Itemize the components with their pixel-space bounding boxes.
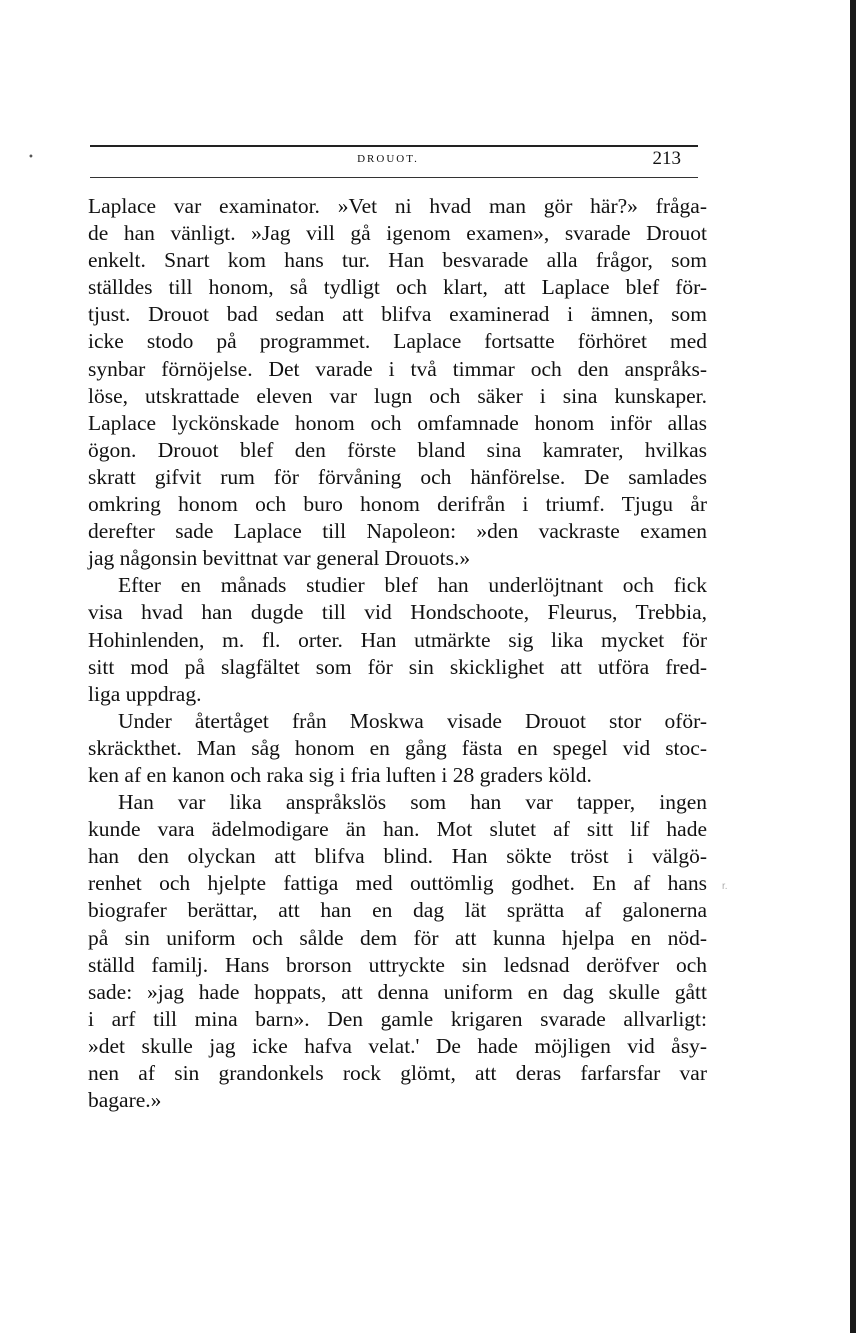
text-line: skräckthet. Man såg honom en gång fästa en spegel vid stoc- <box>88 735 707 760</box>
running-head: DROUOT. <box>357 153 419 165</box>
text-line: skratt gifvit rum för förvåning och hänförelse. De samlades <box>88 464 707 489</box>
text-line: sade: »jag hade hoppats, att denna uniform en dag skulle gått <box>88 979 707 1004</box>
text-line: kunde vara ädelmodigare än han. Mot slutet af sitt lif hade <box>88 817 707 842</box>
text-line: synbar förnöjelse. Det varade i två timmar och den anspråks- <box>88 356 707 381</box>
text-line: ken af en kanon och raka sig i fria luften i 28 graders köld. <box>88 762 592 787</box>
text-line: ögon. Drouot blef den förste bland sina kamrater, hvilkas <box>88 437 707 462</box>
text-line: bagare.» <box>88 1088 162 1113</box>
page-number: 213 <box>652 148 681 169</box>
text-line: de han vänligt. »Jag vill gå igenom examen», svarade Drouot <box>88 221 707 246</box>
text-line: Han var lika anspråkslös som han var tapper, ingen <box>118 790 707 815</box>
text-line: sitt mod på slagfältet som för sin skicklighet att utföra fred- <box>88 654 707 679</box>
page-header <box>90 143 698 183</box>
text-line: liga uppdrag. <box>88 681 202 706</box>
text-line: på sin uniform och sålde dem för att kunna hjelpa en nöd- <box>88 925 707 950</box>
text-line: Laplace var examinator. »Vet ni hvad man gör här?» fråga- <box>88 194 707 218</box>
text-line: löse, utskrattade eleven var lugn och säker i sina kunskaper. <box>88 383 707 408</box>
text-line: i arf till mina barn». Den gamle krigaren svarade allvarligt: <box>88 1006 707 1031</box>
text-line: icke stodo på programmet. Laplace fortsatte förhöret med <box>88 329 707 354</box>
text-line: biografer berättar, att han en dag lät sprätta af galonerna <box>88 898 707 923</box>
text-line: omkring honom och buro honom derifrån i triumf. Tjugu år <box>88 492 707 517</box>
text-line: enkelt. Snart kom hans tur. Han besvarade alla frågor, som <box>88 248 707 273</box>
paragraph <box>88 572 707 707</box>
text-line: ställdes till honom, så tydligt och klart, att Laplace blef för- <box>88 275 707 300</box>
text-line: ställd familj. Hans brorson uttryckte sin ledsnad deröfver och <box>88 952 707 977</box>
text-line: nen af sin grandonkels rock glömt, att deras farfarsfar var <box>88 1061 707 1085</box>
paragraph <box>88 193 707 572</box>
scan-edge <box>850 0 856 1333</box>
text-line: tjust. Drouot bad sedan att blifva examinerad i ämnen, som <box>88 302 707 327</box>
text-line: Hohinlenden, m. fl. orter. Han utmärkte sig lika mycket för <box>88 627 707 652</box>
text-line: derefter sade Laplace till Napoleon: »den vackraste examen <box>88 519 707 544</box>
text-line: Under återtåget från Moskwa visade Drouot stor oför- <box>118 708 707 733</box>
header-rule-bottom <box>90 177 698 178</box>
text-line: han den olyckan att blifva blind. Han sökte tröst i välgö- <box>88 844 707 869</box>
text-line: renhet och hjelpte fattiga med outtömlig godhet. En af hans <box>88 871 707 896</box>
header-rule-top <box>90 145 698 147</box>
text-line: »det skulle jag icke hafva velat.' De hade möjligen vid åsy- <box>88 1033 707 1058</box>
margin-mark: • <box>28 152 34 163</box>
text-line: Laplace lyckönskade honom och omfamnade honom inför allas <box>88 410 707 435</box>
text-line: jag någonsin bevittnat var general Drouots.» <box>88 546 471 571</box>
body-text <box>88 193 707 1114</box>
paragraph <box>88 789 707 1114</box>
text-line: visa hvad han dugde till vid Hondschoote, Fleurus, Trebbia, <box>88 600 707 625</box>
paragraph <box>88 708 707 789</box>
margin-note: r. <box>722 881 728 892</box>
text-line: Efter en månads studier blef han underlöjtnant och fick <box>118 573 707 598</box>
